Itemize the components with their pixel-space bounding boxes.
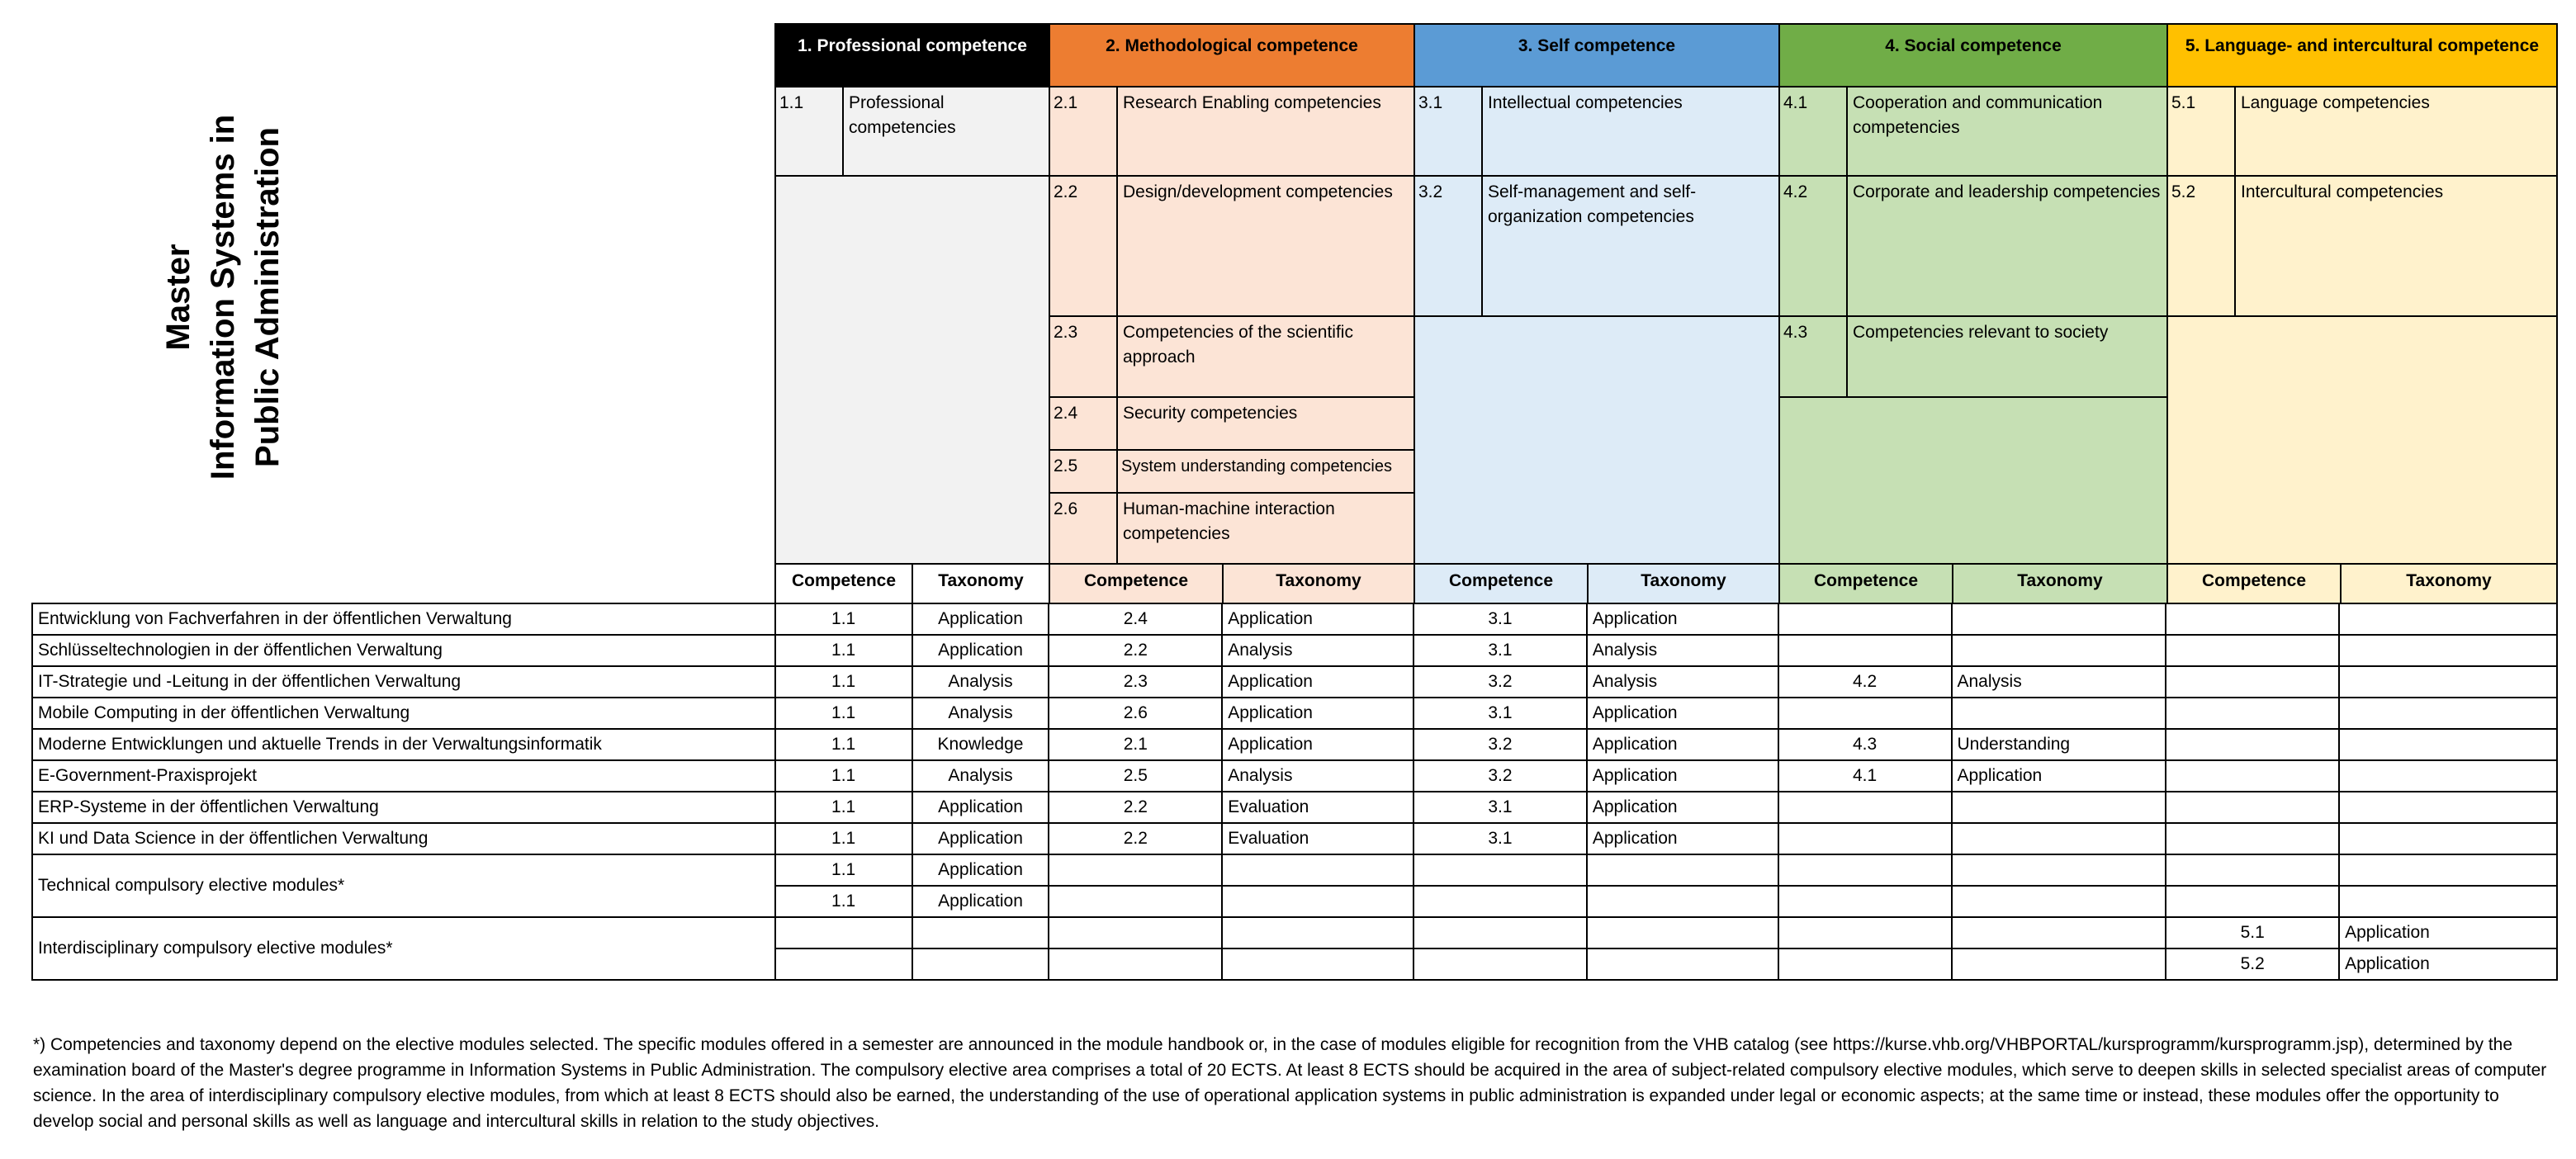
taxonomy-cell (1587, 948, 1778, 980)
category-header-1 (774, 23, 1050, 88)
taxonomy-cell (2339, 760, 2557, 792)
competence-cell: 1.1 (775, 729, 912, 760)
taxonomy-cell: Understanding (1952, 729, 2166, 760)
competence-cell (1778, 603, 1952, 635)
competence-cell: 2.2 (1049, 635, 1222, 666)
taxonomy-cell: Evaluation (1222, 823, 1413, 854)
competence-cell: 5.1 (2166, 917, 2339, 948)
table-row (32, 698, 2557, 729)
taxonomy-cell: Application (2339, 948, 2557, 980)
competence-cell: 1.1 (775, 698, 912, 729)
taxonomy-cell: Application (2339, 917, 2557, 948)
module-name: IT-Strategie und -Leitung in der öffentlichen Verwaltung (32, 666, 775, 698)
competence-cell (1413, 917, 1587, 948)
subheader-taxonomy: Taxonomy (912, 563, 1050, 604)
competence-cell: 1.1 (775, 823, 912, 854)
taxonomy-cell: Knowledge (912, 729, 1049, 760)
taxonomy-cell (1952, 698, 2166, 729)
competence-cell (2166, 603, 2339, 635)
taxonomy-cell (2339, 635, 2557, 666)
taxonomy-cell: Application (1222, 603, 1413, 635)
taxonomy-cell: Application (1587, 823, 1778, 854)
module-name: Mobile Computing in der öffentlichen Verwaltung (32, 698, 775, 729)
competency-text: Intellectual competencies (1481, 86, 1780, 177)
table-row (32, 635, 2557, 666)
competence-cell (2166, 792, 2339, 823)
competency-text: Competencies of the scientific approach (1116, 315, 1415, 398)
title-line-1: Master (160, 244, 197, 351)
competency-text: Professional competencies (842, 86, 1050, 177)
competence-cell: 2.4 (1049, 603, 1222, 635)
taxonomy-cell (912, 948, 1049, 980)
competence-cell (1413, 886, 1587, 917)
subheader-taxonomy: Taxonomy (1952, 563, 2168, 604)
taxonomy-cell: Analysis (912, 698, 1049, 729)
competence-cell (1778, 823, 1952, 854)
taxonomy-cell (2339, 729, 2557, 760)
competence-cell (775, 917, 912, 948)
category-label: 5. Language- and intercultural competence (2185, 36, 2540, 55)
taxonomy-cell: Application (912, 603, 1049, 635)
competency-text: System understanding competencies (1116, 449, 1415, 494)
page-title (116, 83, 330, 512)
taxonomy-cell (1952, 886, 2166, 917)
competence-cell (775, 948, 912, 980)
competency-number: 1.1 (774, 86, 844, 177)
competence-cell: 3.2 (1413, 729, 1587, 760)
taxonomy-cell: Application (1222, 666, 1413, 698)
subheader-competence: Competence (1413, 563, 1589, 604)
competence-cell: 4.3 (1778, 729, 1952, 760)
footnote: *) Competencies and taxonomy depend on the elective modules selected. The specific modules offered in a semester are announced in the module handbook or, in the case of modules eligible for recognition from the VHB catalog (see https://kurse.vhb.org/VHBPORTAL/kursprogramm/kursprogramm.jsp), determined by the examination board of the Master's degree programme in Information Systems in Public Administration. The compulsory elective area comprises a total of 20 ECTS. At least 8 ECTS should be acquired in the area of subject-related compulsory elective modules, which serve to deepen skills in selected specialist areas of computer science. In the area of interdisciplinary compulsory elective modules, from which at least 8 ECTS should also be earned, the understanding of the use of operational application systems in public administration is expanded under legal or economic aspects; at the same time or instead, these modules offer the opportunity to develop social and personal skills as well as language and intercultural skills in relation to the study objectives. (33, 1035, 2547, 1131)
taxonomy-cell: Application (912, 792, 1049, 823)
competency-text: Intercultural competencies (2234, 175, 2558, 317)
table-row (32, 603, 2557, 635)
taxonomy-cell: Application (1222, 698, 1413, 729)
competency-number: 2.5 (1049, 449, 1118, 494)
competence-cell: 3.1 (1413, 698, 1587, 729)
competence-cell: 4.2 (1778, 666, 1952, 698)
competence-cell (1413, 854, 1587, 886)
table-row (32, 823, 2557, 854)
taxonomy-cell: Application (1587, 729, 1778, 760)
competence-cell (2166, 698, 2339, 729)
competency-number: 5.2 (2166, 175, 2236, 317)
module-name: ERP-Systeme in der öffentlichen Verwaltung (32, 792, 775, 823)
taxonomy-cell: Analysis (1222, 760, 1413, 792)
subheader-competence: Competence (1049, 563, 1224, 604)
competence-cell: 5.2 (2166, 948, 2339, 980)
taxonomy-cell: Application (1587, 603, 1778, 635)
competency-text: Design/development competencies (1116, 175, 1415, 317)
competence-cell (1778, 792, 1952, 823)
competence-cell: 3.2 (1413, 666, 1587, 698)
title-line-3: Public Administration (249, 127, 286, 467)
table-row (32, 760, 2557, 792)
competence-cell (2166, 666, 2339, 698)
subheader-competence: Competence (2166, 563, 2342, 604)
competence-cell: 3.2 (1413, 760, 1587, 792)
taxonomy-cell: Analysis (1587, 666, 1778, 698)
taxonomy-cell (1587, 854, 1778, 886)
competence-cell (1049, 948, 1222, 980)
competence-cell: 1.1 (775, 635, 912, 666)
competence-cell: 2.5 (1049, 760, 1222, 792)
competence-cell (1778, 854, 1952, 886)
competency-number: 4.1 (1778, 86, 1848, 177)
taxonomy-cell (1952, 948, 2166, 980)
category-label: 1. Professional competence (798, 36, 1027, 55)
taxonomy-cell (1952, 823, 2166, 854)
taxonomy-cell: Analysis (1222, 635, 1413, 666)
taxonomy-cell (2339, 698, 2557, 729)
table-row (32, 729, 2557, 760)
category-label: 3. Self competence (1518, 36, 1676, 55)
competence-cell (1778, 917, 1952, 948)
competence-cell (1778, 698, 1952, 729)
module-name: E-Government-Praxisprojekt (32, 760, 775, 792)
competency-number: 4.3 (1778, 315, 1848, 398)
competency-number: 3.1 (1413, 86, 1483, 177)
competency-number: 2.3 (1049, 315, 1118, 398)
competence-cell: 4.1 (1778, 760, 1952, 792)
subheader-taxonomy: Taxonomy (1587, 563, 1780, 604)
competence-cell: 1.1 (775, 603, 912, 635)
competence-cell (1049, 854, 1222, 886)
taxonomy-cell (1222, 948, 1413, 980)
title-line-2: Information Systems in (205, 114, 241, 480)
taxonomy-cell: Application (912, 854, 1049, 886)
competency-text: Security competencies (1116, 396, 1415, 451)
taxonomy-cell (1952, 854, 2166, 886)
table-row (32, 854, 2557, 886)
taxonomy-cell (1952, 603, 2166, 635)
table-row (32, 792, 2557, 823)
competence-cell (1049, 917, 1222, 948)
taxonomy-cell (1222, 854, 1413, 886)
taxonomy-cell: Analysis (1587, 635, 1778, 666)
competency-number: 4.2 (1778, 175, 1848, 317)
competency-number: 2.4 (1049, 396, 1118, 451)
subheader-competence: Competence (1778, 563, 1953, 604)
competence-cell: 3.1 (1413, 603, 1587, 635)
taxonomy-cell: Analysis (912, 666, 1049, 698)
taxonomy-cell (1222, 917, 1413, 948)
taxonomy-cell (2339, 854, 2557, 886)
competence-cell (2166, 823, 2339, 854)
competency-text: Competencies relevant to society (1846, 315, 2168, 398)
subheader-competence: Competence (774, 563, 913, 604)
taxonomy-cell (1952, 635, 2166, 666)
category-header-4 (1778, 23, 2168, 88)
competency-number: 3.2 (1413, 175, 1483, 317)
competency-text: Corporate and leadership competencies (1846, 175, 2168, 317)
competency-number: 2.1 (1049, 86, 1118, 177)
subheader-taxonomy: Taxonomy (1222, 563, 1415, 604)
category-header-5 (2166, 23, 2558, 88)
competence-cell: 3.1 (1413, 792, 1587, 823)
taxonomy-cell (2339, 823, 2557, 854)
competency-text: Research Enabling competencies (1116, 86, 1415, 177)
module-table (31, 603, 2558, 981)
module-name: Interdisciplinary compulsory elective modules* (32, 917, 775, 980)
category-header-3 (1413, 23, 1780, 88)
subheader-taxonomy: Taxonomy (2340, 563, 2558, 604)
competence-cell (1778, 635, 1952, 666)
taxonomy-cell: Application (912, 635, 1049, 666)
competence-cell (2166, 760, 2339, 792)
taxonomy-cell: Application (1587, 698, 1778, 729)
competence-cell (2166, 886, 2339, 917)
module-name: Entwicklung von Fachverfahren in der öffentlichen Verwaltung (32, 603, 775, 635)
taxonomy-cell: Application (912, 886, 1049, 917)
taxonomy-cell: Application (1587, 792, 1778, 823)
competence-cell (2166, 854, 2339, 886)
taxonomy-cell (2339, 666, 2557, 698)
taxonomy-cell (1222, 886, 1413, 917)
competence-cell (1778, 948, 1952, 980)
taxonomy-cell: Analysis (912, 760, 1049, 792)
taxonomy-cell: Evaluation (1222, 792, 1413, 823)
taxonomy-cell: Application (912, 823, 1049, 854)
competency-number: 2.2 (1049, 175, 1118, 317)
taxonomy-cell (1952, 917, 2166, 948)
module-name: Moderne Entwicklungen und aktuelle Trends in der Verwaltungsinformatik (32, 729, 775, 760)
taxonomy-cell (1587, 886, 1778, 917)
taxonomy-cell (1587, 917, 1778, 948)
competence-cell: 2.6 (1049, 698, 1222, 729)
competence-cell: 3.1 (1413, 823, 1587, 854)
module-name: KI und Data Science in der öffentlichen Verwaltung (32, 823, 775, 854)
competence-cell (1049, 886, 1222, 917)
competence-cell: 1.1 (775, 666, 912, 698)
competency-number: 5.1 (2166, 86, 2236, 177)
competency-number: 2.6 (1049, 492, 1118, 565)
category-label: 4. Social competence (1885, 36, 2062, 55)
taxonomy-cell (2339, 886, 2557, 917)
module-name: Schlüsseltechnologien in der öffentlichen Verwaltung (32, 635, 775, 666)
category-header-2 (1049, 23, 1415, 88)
competence-cell: 2.2 (1049, 823, 1222, 854)
taxonomy-cell (1952, 792, 2166, 823)
taxonomy-cell (2339, 603, 2557, 635)
competence-cell: 1.1 (775, 886, 912, 917)
competency-text: Human-machine interaction competencies (1116, 492, 1415, 565)
competence-cell: 3.1 (1413, 635, 1587, 666)
competence-cell: 1.1 (775, 760, 912, 792)
competency-text: Cooperation and communication competencies (1846, 86, 2168, 177)
taxonomy-cell (912, 917, 1049, 948)
table-row (32, 666, 2557, 698)
taxonomy-cell: Application (1222, 729, 1413, 760)
category-label: 2. Methodological competence (1106, 36, 1358, 55)
table-row (32, 917, 2557, 948)
module-name: Technical compulsory elective modules* (32, 854, 775, 917)
taxonomy-cell: Application (1952, 760, 2166, 792)
competence-cell: 2.3 (1049, 666, 1222, 698)
taxonomy-cell: Analysis (1952, 666, 2166, 698)
taxonomy-cell (2339, 792, 2557, 823)
competence-cell (2166, 729, 2339, 760)
competence-cell: 1.1 (775, 854, 912, 886)
competence-cell: 2.2 (1049, 792, 1222, 823)
competency-text: Language competencies (2234, 86, 2558, 177)
competence-cell (1413, 948, 1587, 980)
competence-cell (1778, 886, 1952, 917)
competence-cell (2166, 635, 2339, 666)
competence-cell: 1.1 (775, 792, 912, 823)
taxonomy-cell: Application (1587, 760, 1778, 792)
competency-text: Self-management and self-organization competencies (1481, 175, 1780, 317)
competence-cell: 2.1 (1049, 729, 1222, 760)
